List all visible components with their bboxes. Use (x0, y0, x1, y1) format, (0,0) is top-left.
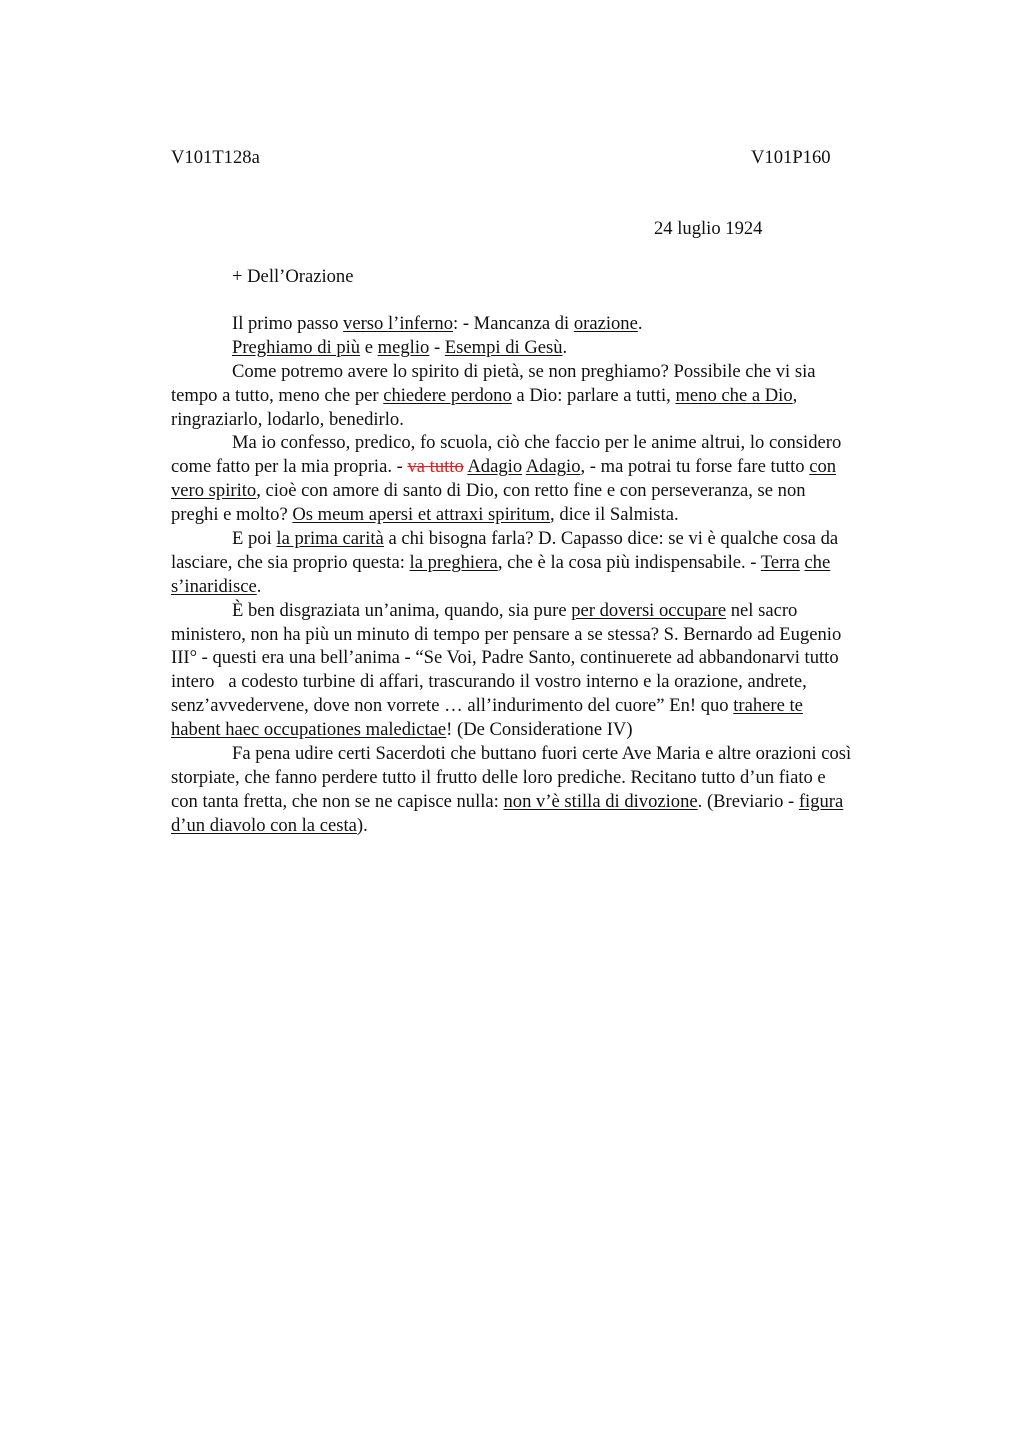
text-run: senz’avvedervene, dove non vorrete … all’indurimento del cuore” En! quo (171, 695, 734, 717)
underlined-phrase: verso l’inferno (343, 313, 454, 334)
paragraph-2 (171, 336, 931, 360)
reference-code-right: V101P160 (751, 147, 831, 168)
underlined-phrase: s’inaridisce (171, 575, 257, 597)
underlined-phrase: la prima carità (276, 528, 384, 550)
paragraph-4-line-4 (171, 503, 931, 527)
underlined-phrase: Esempi di Gesù (444, 336, 563, 358)
paragraph-7-line-1: Fa pena udire certi Sacerdoti che buttano fuori certe Ave Maria e altre orazioni così (232, 743, 852, 765)
reference-code-left: V101T128a (171, 147, 260, 168)
underlined-phrase: chiedere perdono (383, 384, 512, 406)
text-run: , (792, 384, 798, 406)
text-run: come fatto per la mia propria. - (171, 456, 408, 478)
text-run: - (429, 336, 445, 358)
text-run: : - Mancanza di (453, 313, 574, 334)
text-run: Il primo passo (232, 313, 344, 334)
underlined-phrase: figura (798, 790, 844, 812)
underlined-phrase: non v’è stilla di divozione (503, 790, 698, 812)
text-run: a codesto turbine di affari, trascurando il vostro interno e la orazione, andrete, (228, 671, 807, 693)
text-run: . (256, 575, 262, 597)
text-run: . (562, 336, 568, 358)
paragraph-3-line-3: ringraziarlo, lodarlo, benedirlo. (171, 408, 404, 430)
text-run: lasciare, che sia proprio questa: (171, 551, 410, 573)
paragraph-5-line-1 (171, 527, 931, 551)
paragraph-4-line-1: Ma io confesso, predico, fo scuola, ciò che faccio per le anime altrui, lo considero (232, 432, 842, 454)
underlined-phrase: con (809, 456, 837, 478)
paragraph-7-line-3 (171, 790, 931, 814)
text-run: a Dio: parlare a tutti, (511, 384, 676, 406)
underlined-phrase: d’un diavolo con la cesta (171, 814, 357, 836)
paragraph-5-line-3 (171, 575, 931, 599)
underlined-phrase: per doversi occupare (571, 599, 727, 621)
document-date: 24 luglio 1924 (654, 218, 763, 239)
deleted-phrase: va tutto (407, 456, 464, 478)
text-run: ). (356, 814, 368, 836)
paragraph-5-line-2 (171, 551, 931, 575)
paragraph-3-line-2 (171, 384, 931, 408)
text-run: . (Breviario - (697, 790, 799, 812)
paragraph-7-line-4 (171, 814, 931, 838)
text-run: ! (De Consideratione IV) (446, 719, 633, 741)
underlined-phrase: orazione (573, 313, 638, 334)
text-run: a chi bisogna farla? D. Capasso dice: se vi è qualche cosa da (383, 528, 839, 550)
paragraph-7-line-2: storpiate, che fanno perdere tutto il frutto delle loro prediche. Recitano tutto d’un fiato e (171, 766, 826, 788)
document-body (171, 312, 931, 838)
text-run: intero (171, 671, 215, 693)
text-run: , che è la cosa più indispensabile. - (497, 551, 761, 573)
paragraph-6-line-6 (171, 718, 931, 742)
paragraph-4-line-3 (171, 479, 931, 503)
underlined-phrase: Adagio (525, 456, 581, 478)
underlined-phrase: Preghiamo di più (232, 336, 361, 358)
paragraph-6-line-3: III° - questi era una bell’anima - “Se Voi, Padre Santo, continuerete ad abbandonarvi tutto (171, 647, 839, 669)
underlined-phrase: che (804, 551, 831, 573)
text-run: , - ma potrai tu forse fare tutto (580, 456, 810, 478)
paragraph-6-line-2: ministero, non ha più un minuto di tempo per pensare a se stessa? S. Bernardo ad Eugenio (171, 623, 842, 645)
paragraph-6-line-4 (171, 670, 931, 694)
underlined-phrase: meglio (377, 336, 430, 358)
underlined-phrase: Os meum apersi et attraxi spiritum (292, 504, 551, 526)
underlined-phrase: Adagio (467, 456, 523, 478)
text-run: È ben disgraziata un’anima, quando, sia pure (232, 599, 572, 621)
document-title: + Dell’Orazione (232, 266, 354, 287)
underlined-phrase: Terra (760, 551, 800, 573)
paragraph-6-line-5 (171, 694, 931, 718)
text-run: , dice il Salmista. (550, 504, 679, 526)
paragraph-4-line-2 (171, 455, 931, 479)
text-run: . (637, 313, 643, 334)
underlined-phrase: trahere te (733, 695, 803, 717)
text-run: preghi e molto? (171, 504, 293, 526)
underlined-phrase: vero spirito (171, 480, 257, 502)
text-run: e (360, 336, 378, 358)
text-run: E poi (232, 528, 277, 550)
text-run: , cioè con amore di santo di Dio, con retto fine e con perseveranza, se non (256, 480, 806, 502)
text-run: tempo a tutto, meno che per (171, 384, 384, 406)
underlined-phrase: habent haec occupationes maledictae (171, 719, 447, 741)
underlined-phrase: meno che a Dio (675, 384, 793, 406)
paragraph-1 (171, 312, 931, 336)
paragraph-3-line-1: Come potremo avere lo spirito di pietà, se non preghiamo? Possibile che vi sia (232, 360, 816, 382)
text-run: nel sacro (726, 599, 798, 621)
underlined-phrase: la preghiera (409, 551, 498, 573)
text-run: con tanta fretta, che non se ne capisce nulla: (171, 790, 504, 812)
paragraph-6-line-1 (171, 599, 931, 623)
